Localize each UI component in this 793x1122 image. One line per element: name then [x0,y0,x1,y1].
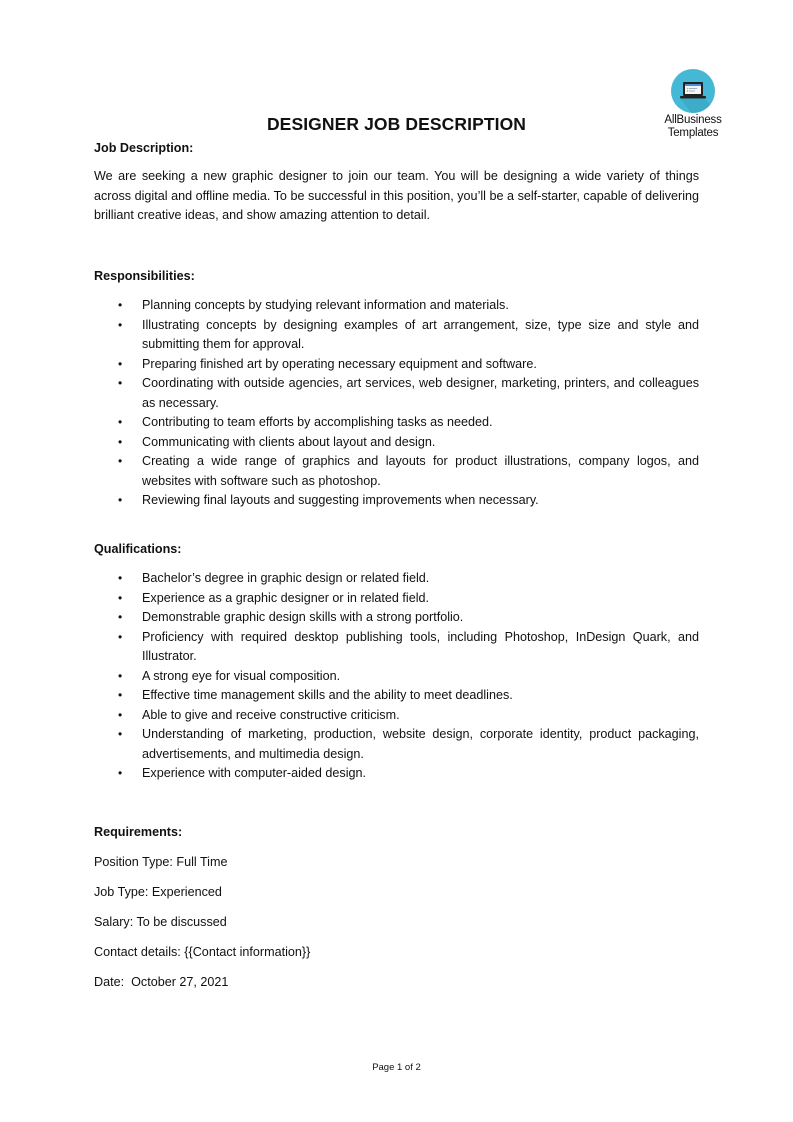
list-item: • Understanding of marketing, production, website design, corporate identity, product packaging, advertisements, and multimedia design. [118,727,699,761]
bullet-icon: • [118,493,123,507]
job-description-text: We are seeking a new graphic designer to join our team. You will be designing a wide variety of things across digital and offline media. To be successful in this position, you’ll be a self-starter, capable of delivering brilliant creative ideas, and show amazing attention to detail. [94,169,699,222]
job-type: Job Type: Experienced [94,885,222,899]
list-item: • Coordinating with outside agencies, art services, web designer, marketing, printers, and colleagues as necessary. [118,376,699,410]
laptop-icon [671,69,715,113]
bullet-icon: • [118,356,123,371]
bullet-icon: • [118,298,123,312]
document-title: DESIGNER JOB DESCRIPTION [266,114,527,134]
list-item: • Demonstrable graphic design skills with a strong portfolio. [94,608,699,628]
logo-line-2: Templates [667,127,719,139]
list-item: • Proficiency with required desktop publishing tools, including Photoshop, InDesign Quark, and Illustrator. [118,629,699,663]
bullet-icon: • [118,454,123,468]
contact-details: Contact details: {{Contact information}} [94,945,311,959]
list-item: • Experience with computer-aided design. [94,764,699,784]
bullet-icon: • [118,629,123,644]
list-item: • Able to give and receive constructive criticism. [94,706,699,726]
list-item: • Creating a wide range of graphics and layouts for product illustrations, company logos, and websites with software such as photoshop. [118,454,699,488]
list-item: • Planning concepts by studying relevant information and materials. [94,296,699,316]
qualifications-list [94,569,699,784]
logo-line-1: AllBusiness [664,114,722,126]
bullet-icon: • [118,571,123,585]
bullet-icon: • [118,415,123,429]
list-item: • Contributing to team efforts by accomplishing tasks as needed. [94,413,699,433]
list-item: • Communicating with clients about layout and design. [94,433,699,453]
qualifications-heading: Qualifications: [94,542,182,556]
list-item: • A strong eye for visual composition. [94,667,699,687]
bullet-icon: • [118,727,123,741]
bullet-icon: • [118,707,123,722]
list-item: • Bachelor’s degree in graphic design or related field. [94,569,699,589]
requirements-heading: Requirements: [94,825,183,839]
list-item: • Effective time management skills and the ability to meet deadlines. [94,686,699,706]
bullet-icon: • [118,590,123,605]
job-description-heading: Job Description: [94,141,194,155]
list-item: • Illustrating concepts by designing examples of art arrangement, size, type size and style and submitting them for approval. [118,317,699,351]
bullet-icon: • [118,668,123,683]
bullet-icon: • [118,766,123,780]
responsibilities-list [94,296,699,511]
list-item: • Preparing finished art by operating necessary equipment and software. [94,355,699,375]
position-type: Position Type: Full Time [94,855,228,869]
salary: Salary: To be discussed [94,915,227,929]
page-number: Page 1 of 2 [372,1062,421,1073]
responsibilities-heading: Responsibilities: [94,269,195,283]
bullet-icon: • [118,317,123,332]
bullet-icon: • [118,376,123,390]
list-item: • Reviewing final layouts and suggesting improvements when necessary. [94,491,699,511]
bullet-icon: • [118,610,123,624]
bullet-icon: • [118,688,123,702]
date: Date: October 27, 2021 [94,975,229,989]
bullet-icon: • [118,434,123,449]
list-item: • Experience as a graphic designer or in related field. [94,589,699,609]
